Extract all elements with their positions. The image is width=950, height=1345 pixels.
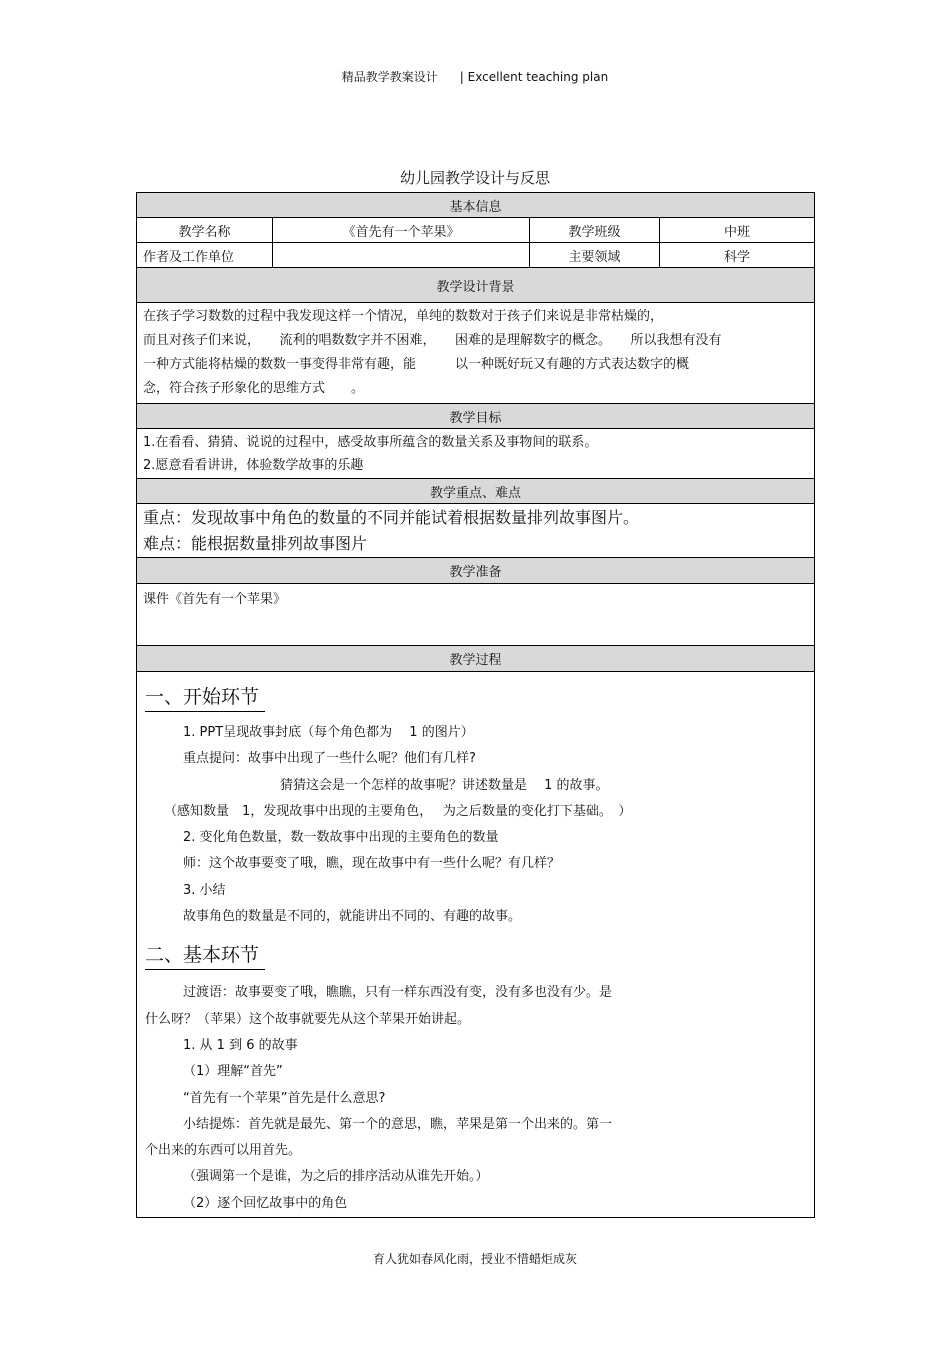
process-line: 2. 变化角色数量，数一数故事中出现的主要角色的数量 [183, 830, 499, 846]
objective-line: 1.在看看、猜猜、说说的过程中，感受故事所蕴含的数量关系及事物间的联系。 [143, 434, 598, 450]
section-process: 教学过程 [137, 646, 815, 672]
part2-heading: 二、基本环节 [145, 940, 265, 970]
process-line: 故事角色的数量是不同的，就能讲出不同的、有趣的故事。 [183, 909, 522, 925]
process-line: 个出来的东西可以用首先。 [145, 1143, 302, 1159]
objectives-content [137, 429, 815, 479]
process-line: （2）逐个回忆故事中的角色 [183, 1195, 348, 1211]
section-basic-info: 基本信息 [137, 193, 815, 218]
objective-line: 2.愿意看看讲讲，体验数学故事的乐趣 [143, 457, 364, 473]
class-label: 教学班级 [530, 218, 660, 243]
background-line: 一种方式能将枯燥的数数一事变得非常有趣，能 以一种既好玩又有趣的方式表达数字的概 [143, 357, 690, 372]
background-line: 在孩子学习数数的过程中我发现这样一个情况，单纯的数数对于孩子们来说是非常枯燥的， [143, 309, 664, 324]
process-line: “首先有一个苹果”首先是什么意思? [183, 1090, 386, 1106]
background-content [137, 303, 815, 404]
author-value [273, 243, 530, 268]
process-line: （1）理解“首先” [183, 1064, 283, 1080]
key-point-line: 重点：发现故事中角色的数量的不同并能试着根据数量排列故事图片。 [143, 507, 640, 527]
lesson-name-label: 教学名称 [137, 218, 273, 243]
background-line: 念，符合孩子形象化的思维方式 。 [143, 381, 365, 396]
preparation-content: 课件《首先有一个苹果》 [137, 584, 815, 646]
page-header [0, 68, 950, 85]
process-line: （感知数量 1，发现故事中出现的主要角色， 为之后数量的变化打下基础。 ） [164, 803, 632, 819]
process-line: （强调第一个是谁，为之后的排序活动从谁先开始。） [183, 1169, 489, 1185]
difficult-point-line: 难点：能根据数量排列故事图片 [143, 533, 368, 553]
section-key-points: 教学重点、难点 [137, 479, 815, 504]
process-line: 3. 小结 [183, 882, 226, 898]
process-line: 1. PPT呈现故事封底（每个角色都为 1 的图片） [183, 725, 474, 740]
process-line: 重点提问：故事中出现了一些什么呢？他们有几样? [183, 751, 476, 767]
domain-value: 科学 [660, 243, 815, 268]
process-line: 什么呀？（苹果）这个故事就要先从这个苹果开始讲起。 [145, 1011, 471, 1027]
key-points-content [137, 504, 815, 558]
process-line: 猜猜这会是一个怎样的故事呢？讲述数量是 1 的故事。 [280, 777, 609, 793]
section-objectives: 教学目标 [137, 404, 815, 429]
page-footer: 育人犹如春风化雨，授业不惜蜡炬成灰 [372, 1252, 577, 1266]
class-value: 中班 [660, 218, 815, 243]
process-line: 过渡语：故事要变了哦，瞧瞧，只有一样东西没有变，没有多也没有少。是 [183, 985, 613, 1001]
header-left: 精品教学教案设计 [341, 70, 438, 84]
lesson-plan-table [136, 192, 815, 1218]
section-preparation: 教学准备 [137, 558, 815, 584]
process-line: 小结提炼：首先就是最先、第一个的意思，瞧，苹果是第一个出来的。第一 [183, 1116, 613, 1132]
domain-label: 主要领域 [530, 243, 660, 268]
author-label: 作者及工作单位 [137, 243, 273, 268]
part1-heading: 一、开始环节 [145, 682, 265, 712]
header-right: | Excellent teaching plan [459, 70, 609, 84]
document-title: 幼儿园教学设计与反思 [399, 169, 550, 187]
process-line: 1. 从 1 到 6 的故事 [183, 1037, 298, 1053]
background-line: 而且对孩子们来说， 流利的唱数数字并不困难， 困难的是理解数字的概念。 所以我想有没有 [143, 333, 722, 348]
section-background: 教学设计背景 [137, 268, 815, 303]
process-content [137, 672, 815, 1218]
process-line: 师：这个故事要变了哦，瞧，现在故事中有一些什么呢？有几样？ [183, 856, 561, 872]
lesson-name-value: 《首先有一个苹果》 [273, 218, 530, 243]
